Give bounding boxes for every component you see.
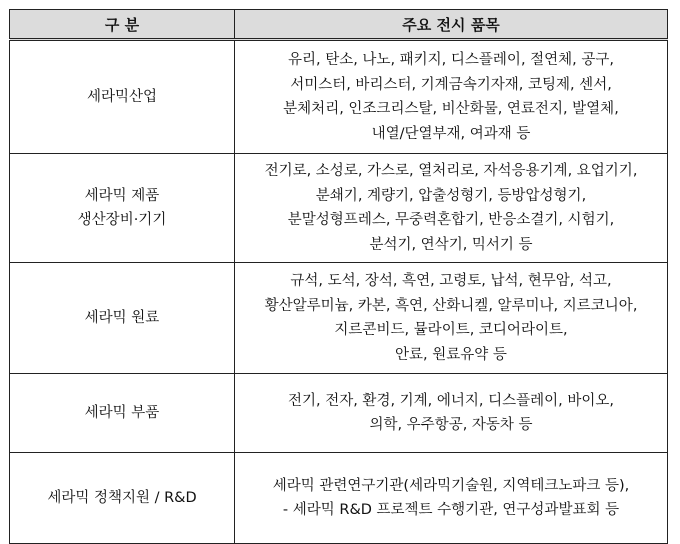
table-row xyxy=(10,374,668,453)
row-items xyxy=(235,154,668,263)
item-line: - 세라믹 R&D 프로젝트 수행기관, 연구성과발표회 등 xyxy=(282,502,620,518)
exhibit-items-table xyxy=(9,9,668,544)
item-line: 규석, 도석, 장석, 흑연, 고령토, 납석, 현무암, 석고, xyxy=(290,273,612,289)
row-category: 세라믹 제품 생산장비·기기 xyxy=(10,154,235,263)
row-items xyxy=(235,40,668,154)
item-line: 분체처리, 인조크리스탈, 비산화물, 연료전지, 발열체, xyxy=(283,101,619,117)
item-line: 안료, 원료유약 등 xyxy=(395,346,507,363)
row-category: 세라믹 정책지원 / R&D xyxy=(10,453,235,544)
item-line: 서미스터, 바리스터, 기계금속기자재, 코팅제, 센서, xyxy=(290,76,612,93)
row-items xyxy=(235,263,668,374)
item-line: 내열/단열부재, 여과재 등 xyxy=(371,125,531,142)
row-items xyxy=(235,453,668,544)
item-line: 의학, 우주항공, 자동차 등 xyxy=(369,417,533,433)
table-row xyxy=(10,40,668,154)
row-category: 세라믹 부품 xyxy=(10,374,235,453)
item-line: 분쇄기, 계량기, 압출성형기, 등방압성형기, xyxy=(315,187,587,204)
item-line: 세라믹 관련연구기관(세라믹기술원, 지역테크노파크 등), xyxy=(272,477,630,494)
item-line: 전기, 전자, 환경, 기계, 에너지, 디스플레이, 바이오, xyxy=(287,392,615,409)
table-header-row xyxy=(10,10,668,40)
item-line: 전기로, 소성로, 가스로, 열처리로, 자석응용기계, 요업기기, xyxy=(264,163,638,179)
exhibit-table-wrapper xyxy=(9,9,667,544)
table-row xyxy=(10,263,668,374)
row-category: 세라믹 원료 xyxy=(10,263,235,374)
header-main-items: 주요 전시 품목 xyxy=(235,10,668,40)
item-line: 황산알루미늄, 카본, 흑연, 산화니켈, 알루미나, 지르코니아, xyxy=(264,297,638,314)
row-items xyxy=(235,374,668,453)
item-line: 분말성형프레스, 무중력혼합기, 반응소결기, 시험기, xyxy=(287,212,615,228)
item-line: 지르콘비드, 뮬라이트, 코디어라이트, xyxy=(334,322,568,338)
item-line: 분석기, 연삭기, 믹서기 등 xyxy=(369,236,533,253)
item-line: 유리, 탄소, 나노, 패키지, 디스플레이, 절연체, 공구, xyxy=(287,52,615,68)
row-category: 세라믹산업 xyxy=(10,40,235,154)
table-row xyxy=(10,154,668,263)
table-row xyxy=(10,453,668,544)
header-category: 구 분 xyxy=(10,10,235,40)
